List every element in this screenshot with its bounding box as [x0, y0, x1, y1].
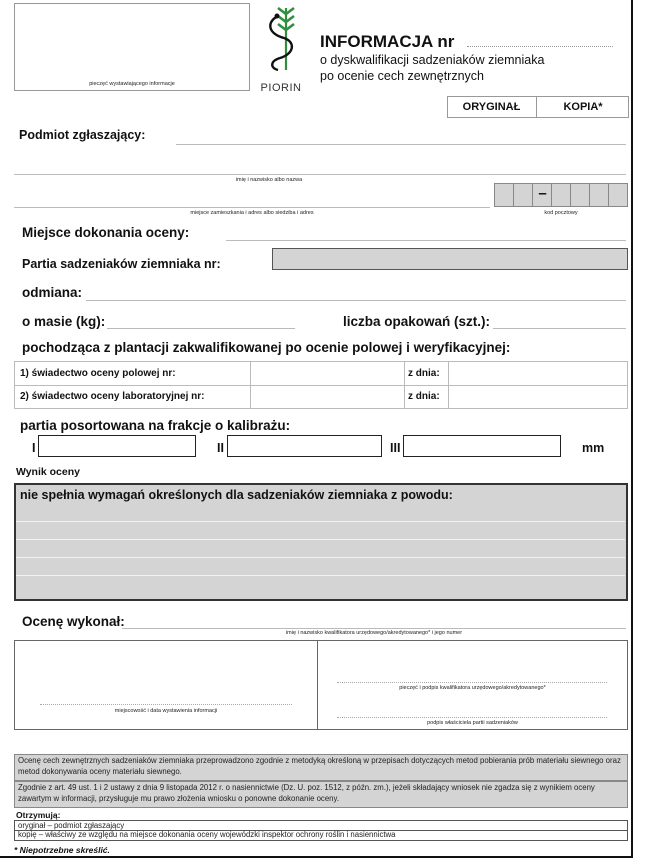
- document-subtitle-1: o dyskwalifikacji sadzeniaków ziemniaka: [320, 53, 545, 67]
- calibration-label: partia posortowana na frakcje o kalibrażu:: [20, 418, 291, 433]
- cert-lab-label: 2) świadectwo oceny laboratoryjnej nr:: [20, 391, 205, 402]
- document-subtitle-2: po ocenie cech zewnętrznych: [320, 69, 484, 83]
- owner-signature-caption: podpis właściciela partii sadzeniaków: [427, 720, 518, 726]
- owner-signature-line[interactable]: [337, 717, 607, 718]
- cert-field-number-input[interactable]: [251, 362, 404, 385]
- postal-code-caption: kod pocztowy: [544, 210, 578, 216]
- recipient-2: kopię – właściwy ze względu na miejsce dokonania oceny wojewódzki inspektor ochrony roślin i nasiennictwa: [14, 830, 628, 841]
- postal-code-dash: –: [538, 185, 547, 202]
- applicant-address-line[interactable]: [14, 207, 490, 208]
- document-title: INFORMACJA nr: [320, 32, 455, 51]
- logo-text: PIORIN: [260, 82, 302, 94]
- original-label[interactable]: ORYGINAŁ: [462, 101, 521, 113]
- cert-field-label: 1) świadectwo oceny polowej nr:: [20, 368, 176, 379]
- batch-number-label: Partia sadzeniaków ziemniaka nr:: [22, 257, 221, 271]
- footnote: * Niepotrzebne skreślić.: [14, 845, 110, 855]
- piorin-logo: [256, 4, 306, 92]
- signature-box-left: [14, 640, 318, 730]
- performed-by-label: Ocenę wykonał:: [22, 614, 125, 629]
- inspector-caption: imię i nazwisko kwalifikatora urzędowego/akredytowanego* i jego numer: [285, 630, 463, 636]
- result-line-1: [16, 521, 625, 522]
- result-line-3: [16, 557, 625, 558]
- copy-label[interactable]: KOPIA*: [563, 101, 603, 113]
- variety-label: odmiana:: [22, 285, 83, 300]
- origin-label: pochodząca z plantacji zakwalifikowanej po ocenie polowej i weryfikacyjnej:: [22, 340, 511, 355]
- result-line-4: [16, 575, 625, 576]
- batch-number-field[interactable]: [272, 248, 628, 270]
- method-note: Ocenę cech zewnętrznych sadzeniaków ziemniaka przeprowadzono zgodnie z metodyką określoną w przepisach dotyczących metod pobierania prób materiału siewnego oraz metod dokonywania oceny materiału siewnego.: [14, 754, 628, 781]
- recipient-1: oryginał – podmiot zgłaszający: [14, 820, 628, 831]
- packages-line[interactable]: [493, 328, 626, 329]
- unit-mm-label: mm: [582, 441, 605, 455]
- inspector-signature-caption: pieczęć i podpis kwalifikatora urzędowego/akredytowanego*: [399, 685, 546, 691]
- performed-by-line[interactable]: [122, 628, 626, 629]
- applicant-name-caption: imię i nazwisko albo nazwa: [235, 177, 303, 183]
- issuer-stamp-caption: pieczęć wystawiającego informacje: [89, 81, 175, 87]
- mass-label: o masie (kg):: [22, 314, 106, 329]
- cert-lab-date-input[interactable]: [449, 386, 627, 408]
- applicant-line-2[interactable]: [14, 174, 626, 175]
- document-number-line: [467, 46, 613, 47]
- issuer-stamp-box: [14, 3, 250, 91]
- result-line-2: [16, 539, 625, 540]
- fraction-3-input[interactable]: [403, 435, 561, 457]
- cert-field-date-input[interactable]: [449, 362, 627, 385]
- applicant-address-caption: miejsce zamieszkania i adres albo siedziba i adres: [190, 210, 314, 216]
- result-box[interactable]: [14, 483, 628, 601]
- packages-label: liczba opakowań (szt.):: [343, 314, 491, 329]
- postal-code-field[interactable]: [494, 183, 628, 207]
- place-date-line[interactable]: [40, 704, 292, 705]
- inspector-signature-line[interactable]: [337, 682, 607, 683]
- cert-lab-number-input[interactable]: [251, 386, 404, 408]
- variety-line[interactable]: [86, 300, 626, 301]
- mass-line[interactable]: [107, 328, 295, 329]
- applicant-line-1[interactable]: [176, 144, 626, 145]
- fraction-2-label: II: [217, 441, 224, 455]
- cert-field-date-label: z dnia:: [408, 368, 440, 379]
- fraction-1-input[interactable]: [38, 435, 196, 457]
- assessment-place-line[interactable]: [226, 240, 626, 241]
- piorin-emblem-icon: [256, 4, 306, 76]
- result-label: Wynik oceny: [16, 466, 80, 478]
- recipients-label: Otrzymują:: [16, 810, 61, 820]
- certificates-col-2: [404, 361, 405, 409]
- applicant-label: Podmiot zgłaszający:: [19, 128, 146, 142]
- fraction-1-label: I: [32, 441, 36, 455]
- fraction-3-label: III: [390, 441, 401, 455]
- legal-note: Zgodnie z art. 49 ust. 1 i 2 ustawy z dnia 9 listopada 2012 r. o nasiennictwie (Dz. U. poz. 1512, z późn. zm.), jeżeli składający wniosek nie zgadza się z wynikiem oceny zawartym w informacji, przysługuje mu prawo złożenia wniosku o ponowne dokonanie oceny.: [14, 781, 628, 808]
- fraction-2-input[interactable]: [227, 435, 382, 457]
- assessment-place-label: Miejsce dokonania oceny:: [22, 225, 190, 240]
- result-box-title: nie spełnia wymagań określonych dla sadzeniaków ziemniaka z powodu:: [20, 488, 453, 502]
- cert-lab-date-label: z dnia:: [408, 391, 440, 402]
- place-date-caption: miejscowość i data wystawienia informacji: [114, 708, 218, 714]
